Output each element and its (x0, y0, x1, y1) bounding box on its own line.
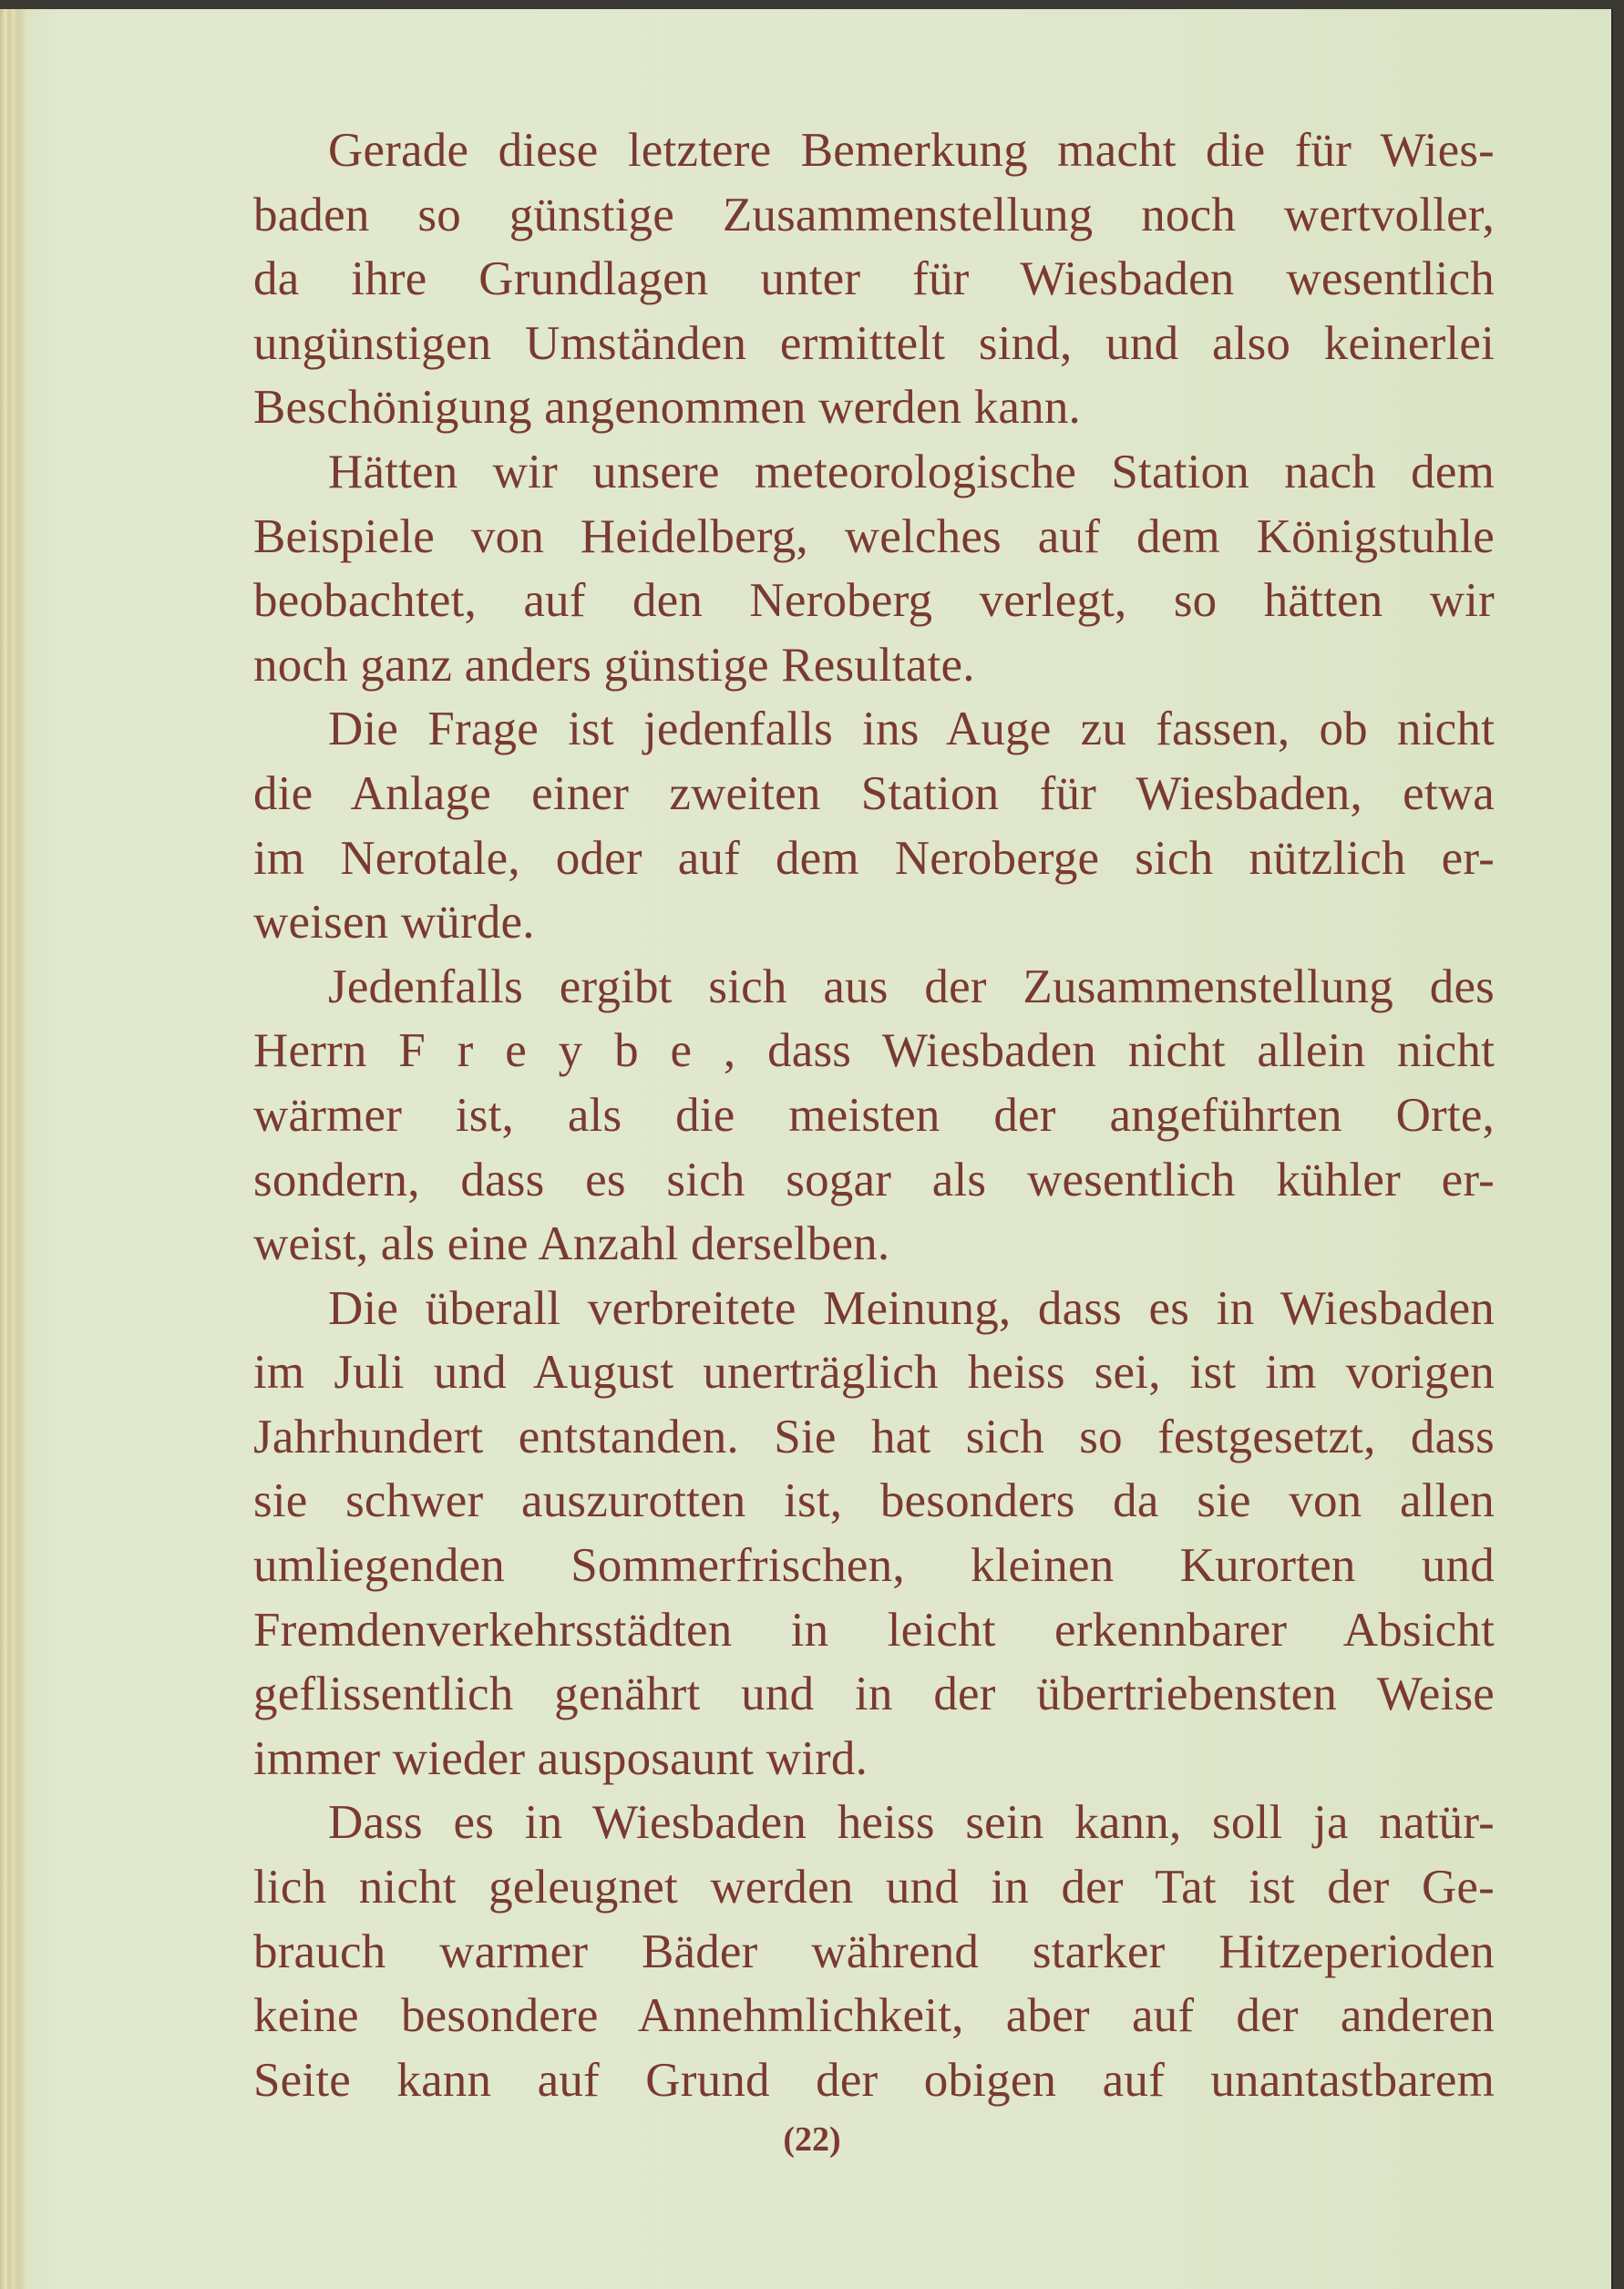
text-line: im Nerotale, oder auf dem Neroberge sich nützlich er- (253, 831, 1495, 885)
text-line: Die Frage ist jedenfalls ins Auge zu fassen, ob nicht (328, 703, 1495, 756)
text-line: Dass es in Wiesbaden heiss sein kann, soll ja natür- (328, 1796, 1495, 1850)
text-line: Herrn F r e y b e , dass Wiesbaden nicht allein nicht (253, 1024, 1495, 1078)
text-line: Beschönigung angenommen werden kann. (253, 381, 1081, 435)
text-line: Jedenfalls ergibt sich aus der Zusammenstellung des (328, 960, 1495, 1013)
text-line: die Anlage einer zweiten Station für Wiesbaden, etwa (253, 766, 1495, 820)
text-line: Hätten wir unsere meteorologische Station nach dem (328, 445, 1495, 498)
text-line: baden so günstige Zusammenstellung noch wertvoller, (253, 188, 1495, 241)
text-line: Seite kann auf Grund der obigen auf unantastbarem (253, 2053, 1495, 2107)
text-line: sondern, dass es sich sogar als wesentlich kühler er- (253, 1153, 1495, 1206)
page-edge-stack (0, 9, 36, 2289)
text-line: geflissentlich genährt und in der übertriebensten Weise (253, 1668, 1495, 1721)
text-line: Jahrhundert entstanden. Sie hat sich so festgesetzt, dass (253, 1410, 1495, 1463)
text-line: Fremdenverkehrsstädten in leicht erkennbarer Absicht (253, 1603, 1495, 1657)
page-number: (22) (783, 2120, 841, 2159)
text-line: wärmer ist, als die meisten der angeführten Orte, (253, 1088, 1495, 1142)
text-line: noch ganz anders günstige Resultate. (253, 638, 975, 692)
text-line: da ihre Grundlagen unter für Wiesbaden wesentlich (253, 252, 1495, 306)
body-text (253, 118, 1495, 2112)
text-line: ungünstigen Umständen ermittelt sind, und also keinerlei (253, 316, 1495, 370)
text-line: Beispiele von Heidelberg, welches auf dem Königstuhle (253, 509, 1495, 563)
text-line: beobachtet, auf den Neroberg verlegt, so hätten wir (253, 574, 1495, 628)
text-line: Gerade diese letztere Bemerkung macht die für Wies- (328, 124, 1495, 177)
text-line: Die überall verbreitete Meinung, dass es in Wiesbaden (328, 1281, 1495, 1335)
scan-border-top (0, 0, 1624, 9)
text-line: keine besondere Annehmlichkeit, aber auf der anderen (253, 1989, 1495, 2043)
text-line: weist, als eine Anzahl derselben. (253, 1217, 890, 1271)
text-line: immer wieder ausposaunt wird. (253, 1731, 869, 1785)
scan-border-right (1613, 0, 1624, 2289)
text-line: brauch warmer Bäder während starker Hitzeperioden (253, 1925, 1495, 1978)
text-line: weisen würde. (253, 896, 535, 949)
text-line: sie schwer auszurotten ist, besonders da sie von allen (253, 1474, 1495, 1528)
text-line: im Juli und August unerträglich heiss sei, ist im vorigen (253, 1346, 1495, 1400)
text-line: umliegenden Sommerfrischen, kleinen Kurorten und (253, 1539, 1495, 1593)
text-line: lich nicht geleugnet werden und in der Tat ist der Ge- (253, 1861, 1495, 1914)
